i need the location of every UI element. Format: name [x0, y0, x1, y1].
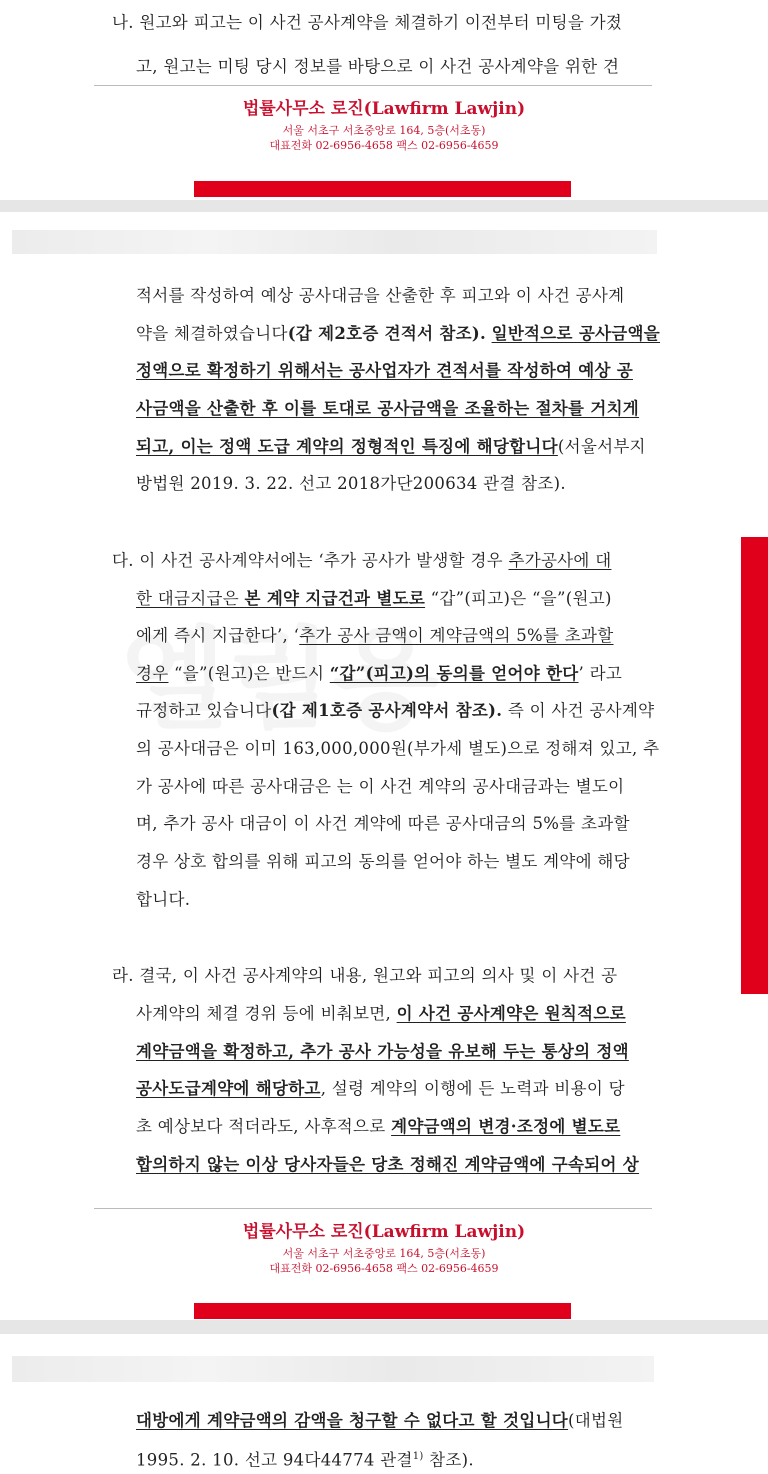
evidence-ref: (갑 제1호증 공사계약서 참조).	[271, 701, 503, 720]
text-line	[136, 698, 654, 724]
footer-firm-name: 법률사무소 로진(Lawfirm Lawjin)	[242, 1222, 526, 1242]
header-blur	[12, 230, 657, 254]
text-line: 가 공사에 따른 공사대금은 는 이 사건 계약의 공사대금과는 별도이	[136, 777, 625, 796]
emphasis: 대방에게 계약금액의 감액을 청구할 수 없다고 할 것입니다	[136, 1411, 569, 1430]
footnote-marker: 1)	[412, 1451, 424, 1462]
text-line: 며, 추가 공사 대금이 이 사건 계약에 따른 공사대금의 5%를 초과할	[136, 814, 630, 833]
emphasis: 일반적으로 공사금액을	[491, 324, 661, 343]
emphasis: “갑”(피고)의 동의를 얻어야 한다	[329, 664, 579, 683]
text-line: 합니다.	[136, 890, 191, 909]
emphasis: 본 계약 지급건과 별도로	[244, 589, 426, 608]
text: ’ 라고	[578, 664, 623, 683]
text-line: 계약금액을 확정하고, 추가 공사 가능성을 유보해 두는 통상의 정액	[136, 1042, 629, 1061]
footer-firm-name: 법률사무소 로진(Lawfirm Lawjin)	[242, 99, 526, 119]
header-blur	[12, 1356, 654, 1382]
text-line: 합의하지 않는 이상 당사자들은 당초 정해진 계약금액에 구속되어 상	[136, 1155, 640, 1174]
evidence-ref: (갑 제2호증 견적서 참조).	[287, 324, 487, 343]
text-line	[136, 1444, 474, 1474]
text: 약을 체결하였습니다	[136, 324, 288, 343]
text-line: 라. 결국, 이 사건 공사계약의 내용, 원고와 피고의 의사 및 이 사건 공	[112, 966, 618, 985]
emphasis: 이 사건 공사계약은 원칙적으로	[396, 1004, 626, 1023]
text: 에게 즉시 지급한다’, ‘	[136, 626, 300, 645]
footer-phone: 대표전화 02-6956-4658 팩스 02-6956-4659	[269, 139, 499, 152]
text: 다. 이 사건 공사계약서에는 ‘추가 공사가 발생할 경우	[112, 551, 509, 570]
footer-address: 서울 서초구 서초중앙로 164, 5층(서초동)	[282, 124, 486, 137]
underlined: 경우	[136, 664, 169, 683]
emphasis: 계약금액의 변경·조정에 별도로	[391, 1117, 621, 1136]
footer-address: 서울 서초구 서초중앙로 164, 5층(서초동)	[282, 1247, 486, 1260]
text-line: 의 공사대금은 이미 163,000,000원(부가세 별도)으로 정해져 있고, 추	[136, 739, 660, 758]
text-line: 경우 상호 합의를 위해 피고의 동의를 얻어야 하는 별도 계약에 해당	[136, 852, 630, 871]
text: “갑”(피고)은 “을”(원고)	[425, 589, 612, 608]
underlined: 추가 공사 금액이 계약금액의 5%를 초과할	[299, 626, 614, 645]
emphasis: 공사도급계약에 해당하고	[136, 1079, 321, 1098]
side-red-tab	[741, 537, 768, 994]
page-gap	[0, 200, 768, 212]
text-line	[136, 661, 622, 687]
footer-divider	[94, 85, 652, 86]
text-line	[136, 623, 614, 649]
text-line	[136, 321, 660, 347]
text-line	[136, 434, 646, 460]
page-1	[0, 0, 768, 200]
text-line: 나. 원고와 피고는 이 사건 공사계약을 체결하기 이전부터 미팅을 가졌	[112, 13, 623, 32]
text-line: 사금액을 산출한 후 이를 토대로 공사금액을 조율하는 절차를 거치게	[136, 399, 640, 418]
text-line	[136, 1408, 624, 1434]
text-line: 방법원 2019. 3. 22. 선고 2018가단200634 관결 참조).	[136, 474, 566, 493]
footer-red-bar	[194, 1303, 571, 1319]
page-gap	[0, 1320, 768, 1334]
text-line: 적서를 작성하여 예상 공사대금을 산출한 후 피고와 이 사건 공사계	[136, 286, 625, 305]
text-line	[136, 1001, 626, 1027]
text-line	[136, 586, 612, 612]
text: , 설령 계약의 이행에 든 노력과 비용이 당	[320, 1079, 625, 1098]
text: “을”(원고)은 반드시	[168, 664, 330, 683]
footer-divider	[94, 1208, 652, 1209]
text: 사계약의 체결 경위 등에 비춰보면,	[136, 1004, 397, 1023]
underlined: 한 대금지급은	[136, 589, 245, 608]
text-line	[136, 1076, 625, 1102]
page-2	[0, 212, 768, 1320]
emphasis: 되고, 이는 정액 도급 계약의 정형적인 특징에 해당합니다	[136, 437, 558, 456]
text: (서울서부지	[557, 437, 646, 456]
text-line	[136, 1114, 620, 1140]
text: 즉 이 사건 공사계약	[502, 701, 655, 720]
text: 참조).	[423, 1450, 474, 1470]
text: 규정하고 있습니다	[136, 701, 272, 720]
text: (대법원	[568, 1411, 624, 1430]
text: 초 예상보다 적더라도, 사후적으로	[136, 1117, 392, 1136]
underlined: 추가공사에 대	[508, 551, 612, 570]
page-3	[0, 1334, 768, 1470]
text-line: 정액으로 확정하기 위해서는 공사업자가 견적서를 작성하여 예상 공	[136, 361, 634, 380]
text: 1995. 2. 10. 선고 94다44774 관결	[136, 1450, 413, 1470]
text-line	[112, 548, 611, 574]
text-line: 고, 원고는 미팅 당시 정보를 바탕으로 이 사건 공사계약을 위한 견	[136, 57, 620, 76]
footer-red-bar	[194, 181, 571, 197]
footer-phone: 대표전화 02-6956-4658 팩스 02-6956-4659	[269, 1262, 499, 1275]
